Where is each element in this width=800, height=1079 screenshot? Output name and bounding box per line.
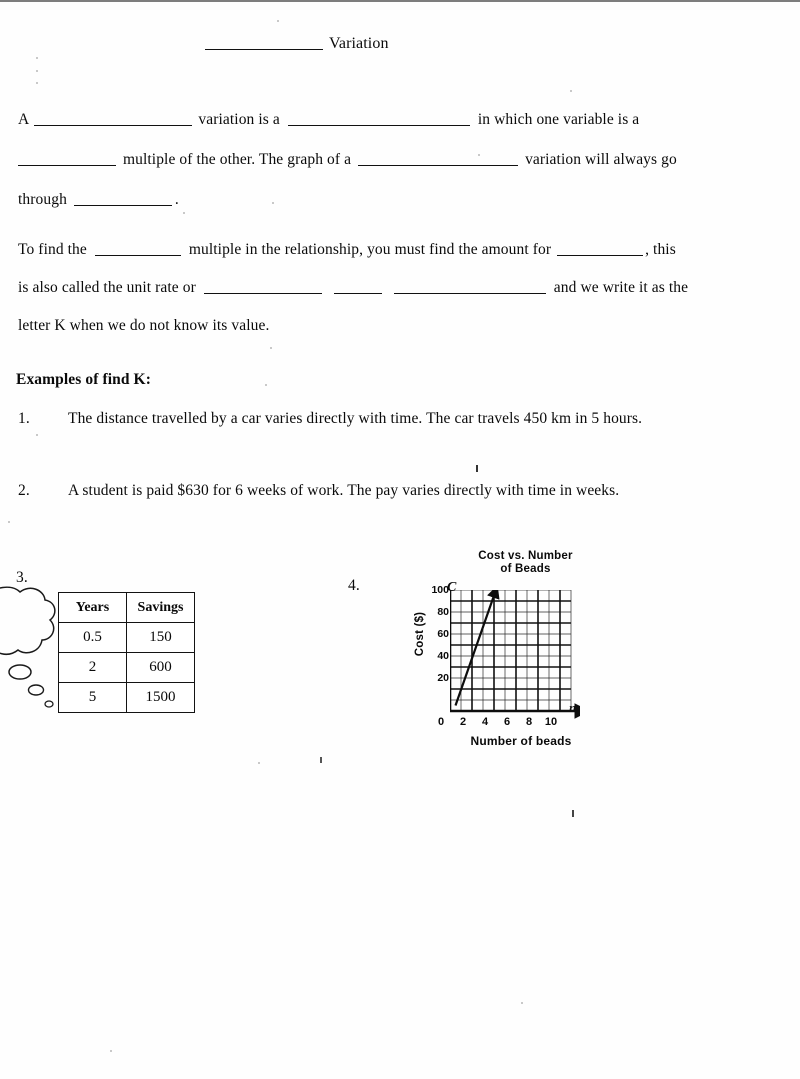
x-tick-label: 6 [503,716,511,728]
y-tick-label: 60 [437,628,449,640]
findk-line2-a: is also called the unit rate or [18,279,196,296]
x-tick-label: 4 [481,716,489,728]
y-axis-title: Cost ($) [414,611,426,657]
table-row [59,653,195,683]
page-title [205,36,389,52]
table-header-row [59,593,195,623]
scan-speckle [110,1050,112,1052]
grid-major [450,590,571,711]
scan-speckle [570,90,572,92]
findk-blank-1[interactable] [95,243,181,256]
findk-line1-a: To find the [18,241,87,258]
scan-speckle [572,810,574,817]
table-cell-savings: 1500 [127,683,195,713]
scan-speckle [478,154,480,156]
table-cell-years: 2 [59,653,127,683]
findk-line1-b: multiple in the relationship, you must find the amount for [188,241,552,258]
example-2-text: A student is paid $630 for 6 weeks of work. The pay varies directly with time in weeks. [68,482,620,499]
definition-blank-4[interactable] [358,153,518,166]
example-4-number: 4. [348,577,360,594]
examples-heading: Examples of find K: [16,371,151,388]
cost-vs-beads-chart [395,550,610,755]
findk-line-1 [18,242,676,258]
table-header-years: Years [59,593,127,623]
grid-minor [450,590,571,711]
scan-speckle [36,70,38,72]
table-cell-savings: 150 [127,623,195,653]
scan-speckle [277,20,279,22]
example-1-text: The distance travelled by a car varies directly with time. The car travels 450 km in 5 hours. [68,410,643,427]
findk-blank-3[interactable] [204,281,322,294]
findk-blank-5[interactable] [394,281,546,294]
scan-speckle [270,347,272,349]
definition-line1-c: in which one variable is a [477,111,640,128]
scan-speckle [8,521,10,523]
y-tick-label: 40 [437,650,449,662]
example-3-number: 3. [16,569,28,586]
definition-line2-a: multiple of the other. The graph of a [122,151,352,168]
chart-title-line-2: of Beads [500,563,551,575]
scan-speckle [36,57,38,59]
findk-line1-c: , this [645,241,676,258]
definition-line1-b: variation is a [198,111,280,128]
definition-line3-b: . [174,191,179,208]
title-blank[interactable] [205,37,323,50]
table-cell-savings: 600 [127,653,195,683]
table-header-savings: Savings [127,593,195,623]
example-1-number: 1. [18,410,30,427]
findk-line2-b: and we write it as the [553,279,689,296]
x-tick-label: 8 [525,716,533,728]
definition-blank-3[interactable] [18,153,116,166]
table-cell-years: 0.5 [59,623,127,653]
definition-blank-1[interactable] [34,113,192,126]
table-row [59,683,195,713]
scan-speckle [521,1002,523,1004]
scan-speckle [476,465,478,472]
y-tick-label: 80 [437,606,449,618]
scan-speckle [36,82,38,84]
scan-speckle [320,757,322,763]
scan-speckle [258,762,260,764]
definition-line2-b: variation will always go [525,151,677,168]
example-2-number: 2. [18,482,30,499]
table-cell-years: 5 [59,683,127,713]
findk-line-3: letter K when we do not know its value. [18,317,270,334]
scan-speckle [265,384,267,386]
scan-speckle [183,212,185,214]
definition-blank-5[interactable] [74,193,172,206]
scan-speckle [36,434,38,436]
definition-line-2 [18,152,677,168]
definition-line1-a: A [18,111,29,128]
page-title-text: Variation [329,35,389,52]
findk-blank-4[interactable] [334,281,382,294]
chart-axes [450,590,577,711]
y-tick-label: 100 [431,584,449,596]
definition-line-1 [18,112,639,128]
y-axis-variable-label: C [447,580,457,595]
chart-plot-area [450,590,580,720]
y-tick-label: 20 [437,672,449,684]
x-tick-label: 2 [459,716,467,728]
x-axis-variable-label: n [569,700,577,715]
x-tick-label: 0 [437,716,445,728]
scan-speckle [272,202,274,204]
chart-title-line-1: Cost vs. Number [478,550,573,562]
findk-line-2 [18,280,688,296]
savings-table [58,592,195,713]
x-tick-label: 10 [544,716,558,728]
definition-line3-a: through [18,191,67,208]
table-row [59,623,195,653]
findk-blank-2[interactable] [557,243,643,256]
x-axis-title: Number of beads [470,734,572,748]
definition-line-3 [18,192,179,208]
chart-title [443,550,608,576]
definition-blank-2[interactable] [288,113,470,126]
